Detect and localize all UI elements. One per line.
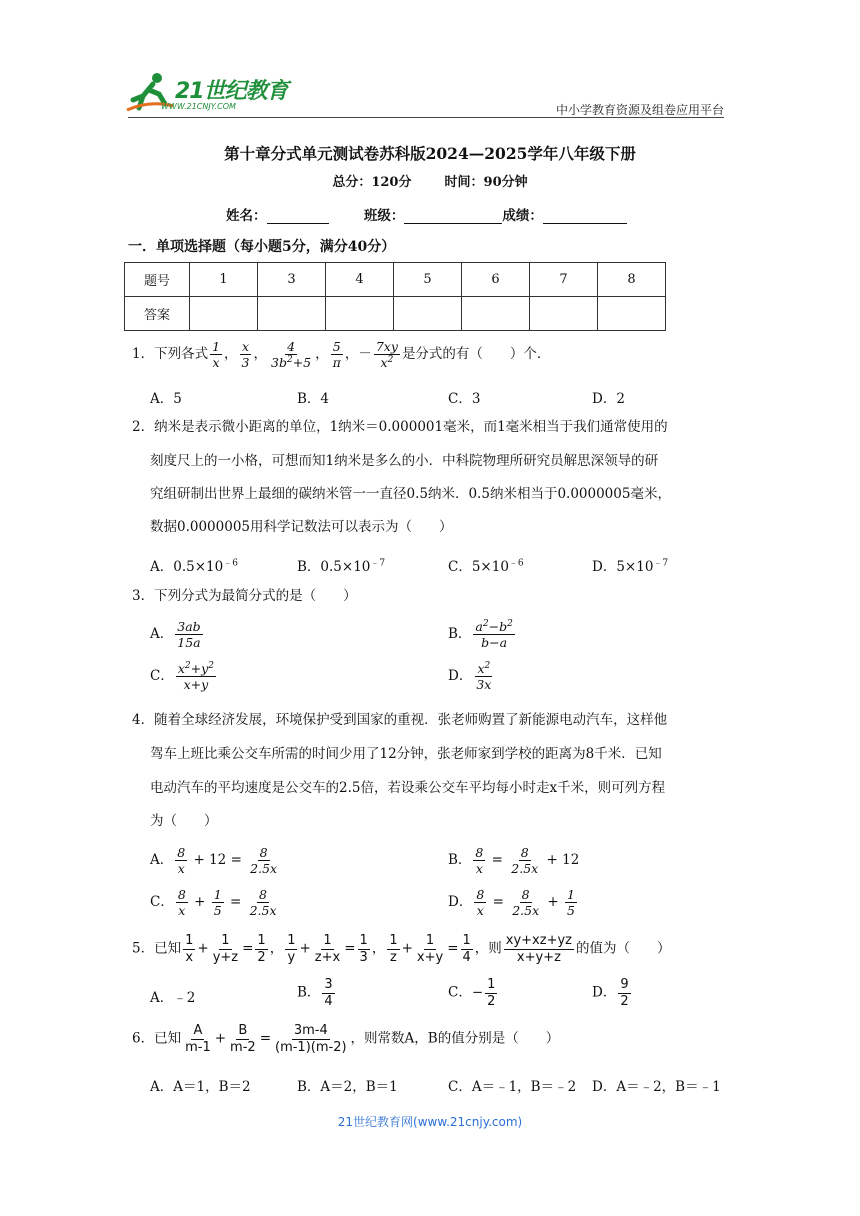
exponent: ﹣6 (508, 558, 524, 569)
q6-option-d[interactable]: D．A＝﹣2，B＝﹣1 (592, 1079, 721, 1095)
q4-line-1: 4．随着全球经济发展，环境保护受到国家的重视．张老师购置了新能源电动汽车，这样他 (132, 712, 668, 728)
q3-stem: 3．下列分式为最简分式的是（ ） (132, 588, 357, 604)
answer-cell[interactable] (394, 297, 462, 331)
exam-meta (0, 171, 860, 190)
platform-label: 中小学教育资源及组卷应用平台 (555, 103, 724, 117)
option-label: A． (150, 852, 174, 869)
class-label: 班级： (363, 208, 405, 224)
q5-option-c[interactable]: C．− $\frac{1}{2}$ (448, 977, 496, 1009)
fraction: $\frac{1}{3}$ (359, 933, 368, 965)
footer-link[interactable]: 21世纪教育网(www.21cnjy.com) (337, 1115, 523, 1129)
option-text: C．5×10 (448, 559, 509, 575)
q3-option-c[interactable] (150, 662, 218, 691)
q4-option-c[interactable]: C． $\frac{8}{x}$ + $\frac{1}{5}$ = $\frac{8}{2.5x}$ (150, 887, 277, 919)
option-label: B． (297, 984, 321, 1001)
q5-option-d[interactable] (592, 978, 633, 1008)
q4-option-b[interactable]: B． $\frac{8}{x}$ = $\frac{8}{2.5x}$ + 12 (448, 845, 580, 877)
option-label: C． (150, 894, 174, 911)
q1-option-b[interactable]: B．4 (297, 391, 330, 407)
fraction: $\frac{1}{5}$ (213, 887, 222, 919)
option-label: A． (150, 626, 174, 643)
page-title: 第十章分式单元测试卷苏科版2024—2025学年八年级下册 (224, 144, 636, 163)
question-number-cell: 5 (394, 263, 462, 297)
question-number-cell: 8 (598, 263, 666, 297)
q2-option-c[interactable] (448, 555, 524, 575)
fraction: $\frac{A}{m-1}$ (185, 1023, 211, 1055)
q6-option-c[interactable]: C．A＝﹣1，B＝﹣2 (448, 1079, 577, 1095)
q2-line-3: 究组研制出世界上最细的碳纳米管一一直径0.5纳米．0.5纳米相当于0.0000005毫米， (150, 486, 671, 502)
q4-line-4: 为（ ） (150, 813, 218, 829)
q1-tail: 是分式的有（ ）个． (401, 346, 551, 363)
exponent: ﹣6 (223, 558, 238, 569)
fraction: $\frac{xy+xz+yz}{x+y+z}$ (505, 933, 572, 965)
exponent: ﹣7 (653, 558, 669, 569)
option-label: B． (448, 626, 472, 643)
fraction: $\frac{x}{3}$ (241, 339, 250, 371)
fraction: $\frac{9}{2}$ (620, 977, 629, 1009)
q6-tail: ，则常数A，B的值分别是（ ） (350, 1030, 560, 1047)
logo (125, 70, 295, 120)
q2-line-1: 2．纳米是表示微小距离的单位，1纳米＝0.000001毫米，而1毫米相当于我们通常使用的 (132, 419, 668, 435)
q4-option-a[interactable]: A． $\frac{8}{x}$ + 12 = $\frac{8}{2.5x}$ (150, 845, 278, 877)
q1-option-a[interactable]: A．5 (150, 391, 182, 407)
fraction: $\frac{4}{3b^2+5}$ (271, 339, 312, 371)
q3-option-d[interactable] (448, 662, 495, 691)
q4-line-2: 驾车上班比乘公交车所需的时间少用了12分钟，张老师家到学校的距离为8千米．已知 (150, 746, 662, 762)
fraction: $\frac{1}{x}$ (185, 933, 194, 965)
header-divider (128, 117, 724, 118)
fraction: $\frac{3}{4}$ (324, 977, 333, 1009)
table-header-cell: 答案 (125, 297, 190, 331)
option-label: D． (448, 894, 473, 911)
option-text: A．0.5×10 (150, 559, 224, 575)
option-label: D． (448, 668, 473, 685)
fraction: $\frac{8}{x}$ (476, 887, 485, 919)
q6-option-a[interactable]: A．A＝1，B＝2 (150, 1079, 251, 1095)
q5-lead: 5．已知 (132, 940, 182, 957)
total-score: 总分：120分 (332, 175, 412, 190)
question-number-cell: 4 (326, 263, 394, 297)
fraction: $\frac{1}{y+z}$ (212, 933, 239, 965)
fraction: $\frac{8}{2.5x}$ (511, 845, 539, 877)
answer-cell[interactable] (462, 297, 530, 331)
fraction: $\frac{8}{2.5x}$ (249, 887, 277, 919)
class-field[interactable] (404, 209, 502, 224)
q4-line-3: 电动汽车的平均速度是公交车的2.5倍，若设乘公交车平均每小时走x千米，则可列方程 (150, 780, 666, 796)
answer-cell[interactable] (598, 297, 666, 331)
q6-lead: 6．已知 (132, 1030, 182, 1047)
q5-tail: 的值为（ ） (576, 940, 671, 957)
fraction: $\frac{1}{z}$ (389, 933, 398, 965)
fraction: $\frac{7xy}{x^2}$ (375, 339, 398, 371)
fraction: $\frac{8}{x}$ (177, 887, 186, 919)
score-field[interactable] (543, 209, 627, 224)
section-heading: 一．单项选择题（每小题5分，满分40分） (128, 239, 396, 255)
q2-option-d[interactable] (592, 555, 668, 575)
option-label: D． (592, 984, 617, 1001)
q1-option-d[interactable]: D．2 (592, 391, 625, 407)
table-header-cell: 题号 (125, 263, 190, 297)
q2-option-b[interactable] (297, 555, 385, 575)
exam-time: 时间：90分钟 (444, 175, 528, 190)
student-info (226, 204, 627, 224)
fraction: $\frac{1}{2}$ (257, 933, 266, 965)
q5-option-a[interactable]: A．﹣2 (150, 990, 196, 1006)
fraction: $\frac{1}{x+y}$ (416, 933, 444, 965)
fraction: $\frac{x^2}{3x}$ (476, 661, 492, 693)
answer-cell[interactable] (326, 297, 394, 331)
q3-option-b[interactable] (448, 620, 517, 649)
fraction: $\frac{1}{4}$ (462, 933, 471, 965)
fraction: $\frac{x^2+y^2}{x+y}$ (177, 661, 214, 693)
answer-cell[interactable] (190, 297, 258, 331)
q1-option-c[interactable]: C．3 (448, 391, 481, 407)
fraction: $\frac{B}{m-2}$ (230, 1023, 256, 1055)
answer-cell[interactable] (530, 297, 598, 331)
option-text: B．0.5×10 (297, 559, 371, 575)
name-label: 姓名： (226, 208, 267, 224)
q1-lead: 1．下列各式 (132, 346, 209, 363)
fraction: $\frac{8}{2.5x}$ (512, 887, 540, 919)
fraction: $\frac{1}{y}$ (287, 933, 296, 965)
q2-option-a[interactable] (150, 555, 238, 575)
q4-option-d[interactable]: D． $\frac{8}{x}$ = $\frac{8}{2.5x}$ + $\frac{1}{5}$ (448, 887, 575, 919)
option-label: B． (448, 852, 472, 869)
question-number-cell: 3 (258, 263, 326, 297)
fraction: $\frac{8}{x}$ (475, 845, 484, 877)
score-label: 成绩： (502, 208, 543, 224)
exponent: ﹣7 (370, 558, 386, 569)
fraction: $\frac{5}{\pi}$ (332, 339, 341, 371)
q6-option-b[interactable]: B．A＝2，B＝1 (297, 1079, 398, 1095)
q5-option-b[interactable] (297, 978, 337, 1008)
name-field[interactable] (267, 209, 329, 224)
answer-table (124, 262, 666, 331)
option-text: D．5×10 (592, 559, 654, 575)
question-5: 5．已知 $\frac{1}{x}$ + $\frac{1}{y+z}$ = $\frac{1}{2}$ ， $\frac{1}{y}$ + $\frac{1}{z+x}$ = $\frac{1}{3}$ ， $\frac{1}{z}$ + $\frac{1}{x+y}$ = $\frac{1}{4}$ ，则 $\frac{xy+xz+yz}{x+y+z}$ 的值为（ ） (132, 933, 671, 965)
fraction: $\frac{1}{x}$ (212, 339, 221, 371)
answer-cell[interactable] (258, 297, 326, 331)
q2-line-4: 数据0.0000005用科学记数法可以表示为（ ） (150, 519, 453, 535)
question-6: 6．已知 $\frac{A}{m-1}$ + $\frac{B}{m-2}$ = $\frac{3m-4}{(m-1)(m-2)}$ ，则常数A，B的值分别是（ ） (132, 1023, 560, 1055)
q2-line-2: 刻度尺上的一小格，可想而知1纳米是多么的小．中科院物理所研究员解思深领导的研 (150, 453, 659, 469)
fraction: $\frac{1}{z+x}$ (314, 933, 341, 965)
fraction: $\frac{8}{x}$ (177, 845, 186, 877)
fraction: $\frac{8}{2.5x}$ (250, 845, 278, 877)
fraction: $\frac{1}{5}$ (567, 887, 575, 919)
q3-option-a[interactable] (150, 620, 205, 649)
fraction: $\frac{3m-4}{(m-1)(m-2)}$ (275, 1023, 347, 1055)
question-1: 1．下列各式 $\frac{1}{x}$ ， $\frac{x}{3}$ ， $\frac{4}{3b^2+5}$ ， $\frac{5}{\pi}$ ，－ $\frac{7xy}{x^2}$ 是分式的有（ ）个． (132, 339, 551, 371)
fraction: $\frac{1}{2}$ (487, 977, 496, 1009)
question-number-cell: 7 (530, 263, 598, 297)
question-number-cell: 1 (190, 263, 258, 297)
logo-url: WWW.21CNJY.COM (161, 102, 236, 111)
table-row (125, 263, 666, 297)
fraction: $\frac{3ab}{15a}$ (177, 619, 201, 651)
option-label: C． (448, 984, 472, 1001)
fraction: $\frac{a^2-b^2}{b-a}$ (475, 619, 513, 651)
question-number-cell: 6 (462, 263, 530, 297)
table-row (125, 297, 666, 331)
option-label: C． (150, 668, 174, 685)
logo-text: 21世纪教育 (175, 79, 288, 104)
